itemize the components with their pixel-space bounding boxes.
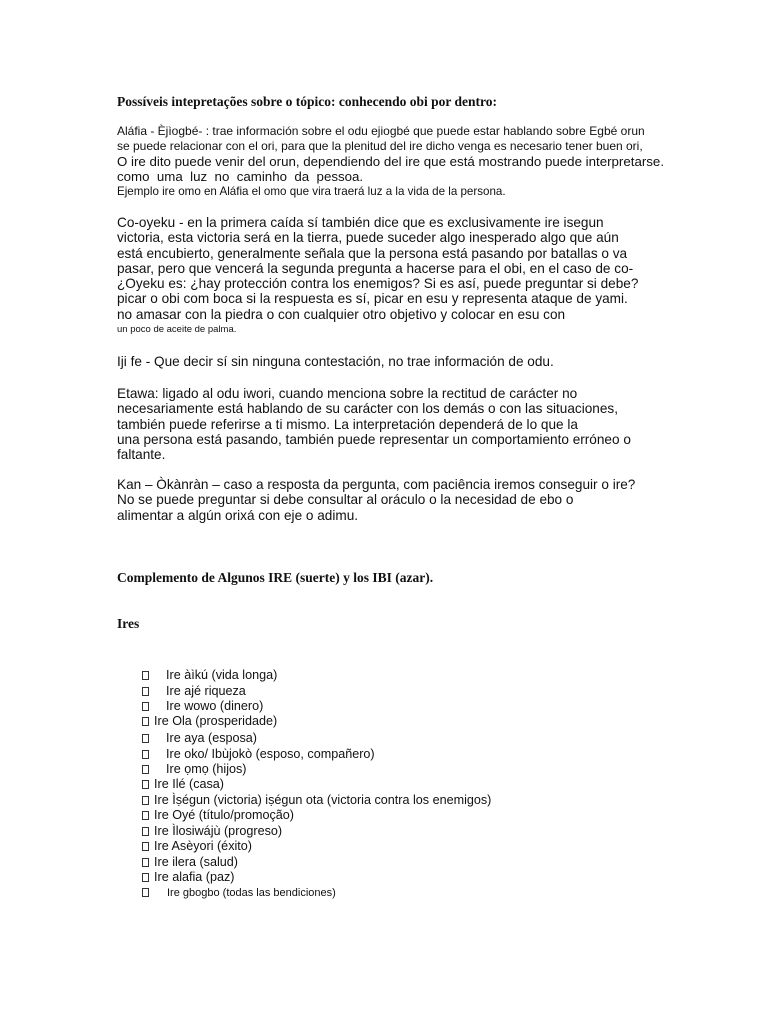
bullet-icon (142, 702, 149, 711)
list-item (142, 762, 246, 776)
bullet-icon (142, 811, 149, 820)
list-item-text: Ire gbogbo (todas las bendiciones) (167, 887, 336, 899)
list-item (142, 870, 235, 884)
bullet-icon (142, 717, 149, 726)
bullet-icon (142, 750, 149, 759)
etawa-line: necesariamente está hablando de su carácter con los demás o con las situaciones, (117, 401, 618, 417)
coyeku-line: está encubierto, generalmente señala que la persona está pasando por batallas o va (117, 245, 628, 261)
list-item (142, 824, 282, 838)
bullet-icon (142, 765, 149, 774)
etawa-line: faltante. (117, 447, 166, 463)
bullet-icon (142, 796, 149, 805)
list-item (142, 839, 252, 853)
list-item (142, 777, 224, 791)
list-item-text: Ire ilera (salud) (154, 855, 238, 869)
coyeku-line: victoria, esta victoria será en la tierra, puede suceder algo inesperado algo que aún (117, 230, 619, 246)
list-item-text: Ire ọmọ (hijos) (166, 762, 247, 776)
list-item-text: Ire àìkú (vida longa) (166, 668, 278, 682)
bullet-icon (142, 671, 149, 680)
kan-line: alimentar a algún orixá con eje o adimu. (117, 507, 359, 523)
kan-line: No se puede preguntar si debe consultar al oráculo o la necesidad de ebo o (117, 492, 574, 508)
ires-heading: Ires (117, 616, 140, 631)
alafia-line-2: se puede relacionar con el ori, para que la plenitud del ire dicho venga es necesario tener buen ori, (117, 139, 643, 153)
bullet-icon (142, 873, 149, 882)
coyeku-tiny: un poco de aceite de palma. (117, 324, 237, 335)
alafia-line-4: como uma luz no caminho da pessoa. (117, 169, 364, 184)
coyeku-line: Co-oyeku - en la primera caída sí también dice que es exclusivamente ire isegun (117, 215, 604, 230)
bullet-icon (142, 858, 149, 867)
coyeku-line: pasar, pero que vencerá la segunda pregunta a hacerse para el obi, en el caso de co- (117, 260, 634, 276)
list-item (142, 793, 491, 807)
coyeku-line: ¿Oyeku es: ¿hay protección contra los enemigos? Si es así, puede preguntar si debe? (117, 276, 639, 292)
etawa-line: también puede referirse a ti mismo. La interpretación dependerá de lo que la (117, 416, 578, 432)
bullet-icon (142, 888, 149, 897)
coyeku-line: picar o obi com boca si la respuesta es sí, picar en esu y representa ataque de yami. (117, 291, 628, 307)
list-item (142, 668, 277, 682)
kan-paragraph (117, 477, 635, 523)
list-item-text: Ire Ìlosiwájù (progreso) (154, 824, 283, 838)
complemento-heading: Complemento de Algunos IRE (suerte) y los IBI (azar). (117, 570, 434, 585)
bullet-icon (142, 780, 149, 789)
alafia-example: Ejemplo ire omo en Aláfia el omo que vira traerá luz a la vida de la persona. (117, 185, 506, 198)
coyeku-paragraph (117, 215, 638, 322)
list-item-text: Ire aya (esposa) (166, 731, 257, 745)
etawa-line: Etawa: ligado al odu iwori, cuando menciona sobre la rectitud de carácter no (117, 386, 578, 401)
list-item (142, 808, 294, 822)
page-heading: Possíveis intepretações sobre o tópico: conhecendo obi por dentro: (117, 94, 497, 109)
alafia-line-1: Aláfia - Èjìogbé- : trae información sobre el odu ejiogbé que puede estar hablando sobre Egbé orun (117, 124, 645, 138)
bullet-icon (142, 687, 149, 696)
alafia-line-3: O ire dito puede venir del orun, dependiendo del ire que está mostrando puede interpretarse. (117, 154, 665, 169)
list-item-text: Ire Ìṣégun (victoria) iṣégun ota (victoria contra los enemigos) (154, 793, 492, 807)
list-item-text: Ire Asèyori (éxito) (154, 839, 252, 853)
list-item-text: Ire oko/ Ibùjokò (esposo, compañero) (166, 747, 375, 761)
list-item (142, 684, 246, 698)
list-item (142, 731, 257, 745)
list-item (142, 887, 336, 899)
list-item (142, 855, 238, 869)
bullet-icon (142, 827, 149, 836)
list-item (142, 699, 263, 713)
coyeku-line: no amasar con la piedra o con cualquier otro objetivo y colocar en esu con (117, 306, 566, 322)
list-item (142, 714, 277, 728)
ijife-line: Iji fe - Que decir sí sin ninguna contestación, no trae información de odu. (117, 354, 554, 369)
list-item-text: Ire Oyé (título/promoção) (154, 808, 294, 822)
bullet-icon (142, 734, 149, 743)
etawa-line: una persona está pasando, también puede representar un comportamiento erróneo o (117, 431, 631, 447)
etawa-paragraph (117, 386, 631, 462)
list-item-text: Ire wowo (dinero) (166, 699, 264, 713)
list-item-text: Ire Ilé (casa) (154, 777, 224, 791)
bullet-icon (142, 842, 149, 851)
list-item-text: Ire Ola (prosperidade) (154, 714, 278, 728)
list-item (142, 747, 375, 761)
list-item-text: Ire ajé riqueza (166, 684, 246, 698)
kan-line: Kan – Òkànràn – caso a resposta da pergunta, com paciência iremos conseguir o ire? (117, 477, 636, 492)
list-item-text: Ire alafia (paz) (154, 870, 235, 884)
